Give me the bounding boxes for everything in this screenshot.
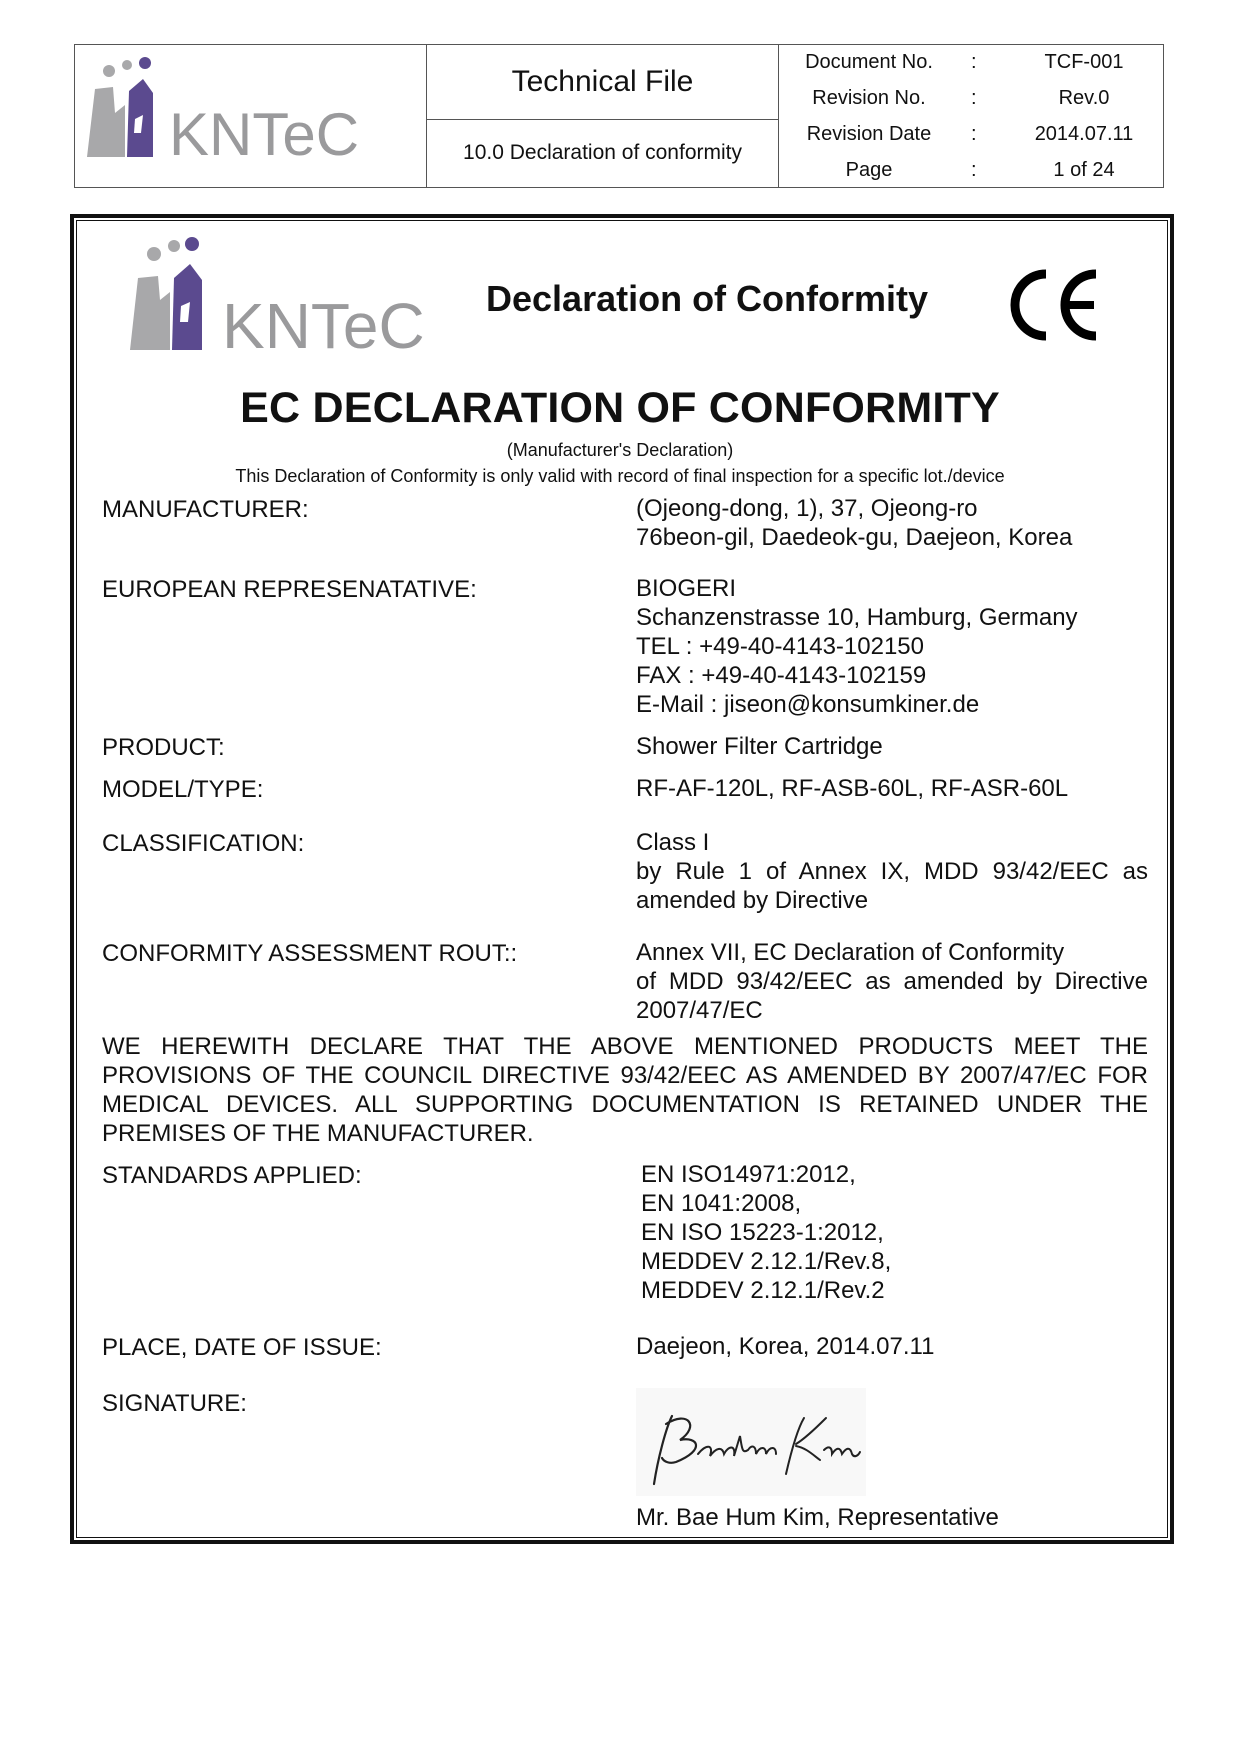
document-header: [74, 44, 1164, 188]
header-logo-text: KNTeC: [169, 101, 360, 168]
document-meta: [779, 45, 1163, 187]
standard-item: MEDDEV 2.12.1/Rev.2: [641, 1277, 885, 1304]
eu-rep-line: TEL : +49-40-4143-102150: [636, 633, 924, 660]
ce-mark-text: CE: [1010, 338, 1012, 339]
assessment-value: [636, 938, 1148, 1025]
declaration-logo-text: KNTeC: [222, 290, 425, 362]
meta-label: Page: [845, 159, 893, 181]
manufacturer-declaration-subtitle: (Manufacturer's Declaration): [506, 440, 734, 460]
classification-label: CLASSIFICATION:: [102, 830, 305, 857]
handwritten-signature: [636, 1388, 866, 1496]
classification-line: amended by Directive: [636, 887, 869, 914]
ec-declaration-title: EC DECLARATION OF CONFORMITY: [240, 384, 1000, 432]
declaration-heading: Declaration of Conformity: [486, 278, 929, 319]
manufacturer-address: [636, 494, 1072, 552]
meta-row: [779, 153, 1163, 189]
manufacturer-label: MANUFACTURER:: [102, 496, 309, 523]
standard-item: EN ISO 15223-1:2012,: [641, 1219, 884, 1246]
header-title-cell: [427, 45, 779, 187]
model-label: MODEL/TYPE:: [102, 776, 264, 803]
ce-mark-icon: [1010, 268, 1104, 342]
assessment-line: 2007/47/EC: [636, 997, 763, 1024]
meta-value: Rev.0: [1058, 87, 1110, 109]
standard-item: MEDDEV 2.12.1/Rev.8,: [641, 1248, 892, 1275]
header-logo-cell: [75, 45, 427, 187]
meta-label: Document No.: [805, 51, 933, 73]
meta-value: 1 of 24: [1053, 159, 1115, 181]
signature-area: [636, 1388, 866, 1496]
eu-rep-label: EUROPEAN REPRESENATATIVE:: [102, 576, 477, 603]
meta-sep: :: [971, 159, 977, 181]
standard-item: EN 1041:2008,: [641, 1190, 802, 1217]
validity-note: This Declaration of Conformity is only valid with record of final inspection for a specific lot./device: [235, 466, 1005, 486]
signer-name: Mr. Bae Hum Kim, Representative: [636, 1504, 999, 1531]
assessment-line: of MDD 93/42/EEC as amended by Directive: [636, 968, 1148, 995]
kntec-logo: [85, 53, 360, 173]
meta-value: TCF-001: [1044, 51, 1124, 73]
classification-value: [636, 828, 1148, 915]
meta-row: [779, 81, 1163, 117]
eu-rep-line: FAX : +49-40-4143-102159: [636, 662, 927, 689]
file-title: Technical File: [427, 45, 778, 120]
eu-rep-line: E-Mail : jiseon@konsumkiner.de: [636, 691, 980, 718]
eu-rep-line: BIOGERI: [636, 575, 737, 602]
assessment-line: Annex VII, EC Declaration of Conformity: [636, 939, 1065, 966]
assessment-label: CONFORMITY ASSESSMENT ROUT::: [102, 940, 518, 967]
standards-label: STANDARDS APPLIED:: [102, 1162, 362, 1189]
place-date-value: Daejeon, Korea, 2014.07.11: [636, 1333, 935, 1360]
meta-sep: :: [971, 87, 977, 109]
signature-text: Baehum Kim: [636, 1388, 642, 1389]
declaration-kntec-logo: [126, 234, 425, 362]
product-value: Shower Filter Cartridge: [636, 733, 883, 760]
meta-label: Revision No.: [812, 87, 926, 109]
place-date-label: PLACE, DATE OF ISSUE:: [102, 1334, 382, 1361]
meta-sep: :: [971, 123, 977, 145]
classification-line: Class I: [636, 829, 710, 856]
signature-label: SIGNATURE:: [102, 1390, 247, 1417]
meta-label: Revision Date: [806, 123, 932, 145]
meta-row: [779, 45, 1163, 81]
section-title: 10.0 Declaration of conformity: [463, 141, 742, 164]
product-label: PRODUCT:: [102, 734, 225, 761]
meta-sep: :: [971, 51, 977, 73]
classification-line: by Rule 1 of Annex IX, MDD 93/42/EEC as: [636, 858, 1148, 885]
eu-rep-line: Schanzenstrasse 10, Hamburg, Germany: [636, 604, 1078, 631]
declaration-statement: WE HEREWITH DECLARE THAT THE ABOVE MENTIONED PRODUCTS MEET THE PROVISIONS OF THE COUNCIL DIRECTIVE 93/42/EEC AS AMENDED BY 2007/47/EC FOR MEDICAL DEVICES. ALL SUPPORTING DOCUMENTATION IS RETAINED UNDER THE PREMISES OF THE MANUFACTURER.: [102, 1033, 1148, 1147]
address-line: (Ojeong-dong, 1), 37, Ojeong-ro: [636, 495, 978, 522]
meta-row: [779, 117, 1163, 153]
standard-item: EN ISO14971:2012,: [641, 1161, 856, 1188]
address-line: 76beon-gil, Daedeok-gu, Daejeon, Korea: [636, 524, 1073, 551]
standards-list: [641, 1160, 891, 1305]
meta-value: 2014.07.11: [1034, 123, 1134, 145]
model-value: RF-AF-120L, RF-ASB-60L, RF-ASR-60L: [636, 775, 1069, 802]
eu-rep-details: [636, 574, 1078, 719]
